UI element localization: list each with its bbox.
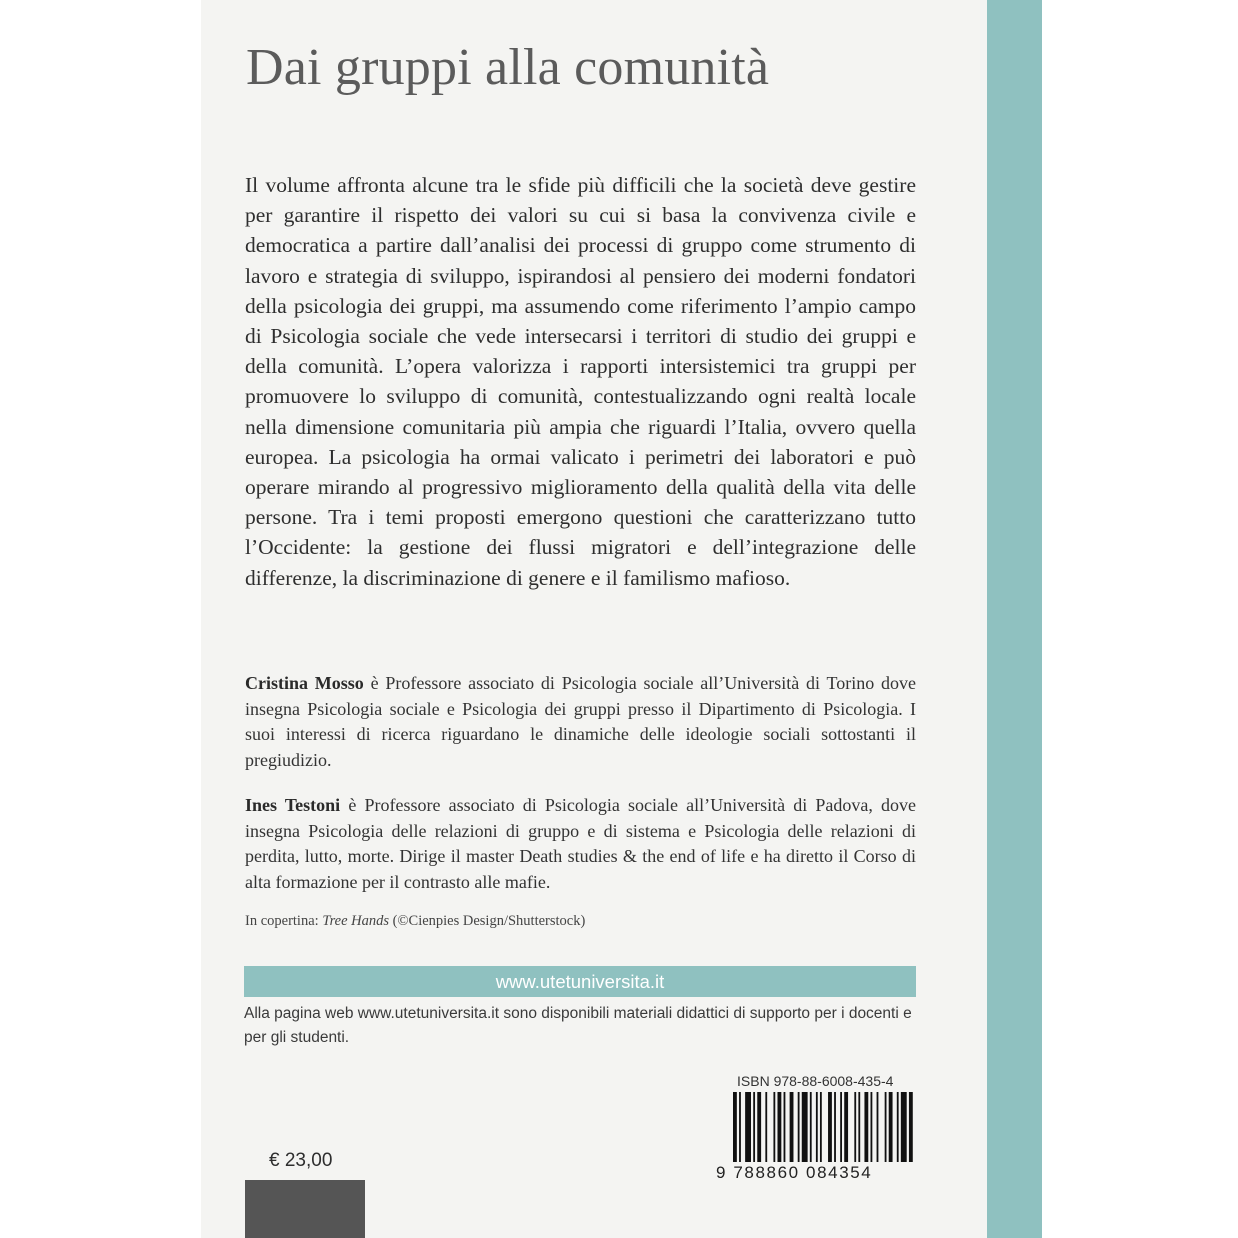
barcode-icon	[733, 1092, 915, 1162]
price-sticker-block	[245, 1180, 365, 1238]
website-banner[interactable]: www.utetuniversita.it	[244, 966, 916, 997]
book-description: Il volume affronta alcune tra le sfide più difficili che la società deve gestire per garantire il rispetto dei valori su cui si basa la convivenza civile e democratica a partire dall’analisi dei processi di gruppo come strumento di lavoro e strategia di sviluppo, ispirandosi al pensiero dei moderni fondatori della psicologia dei gruppi, ma assumendo come riferimento l’ampio campo di Psicologia sociale che vede intersecarsi i territori di studio dei gruppi e della comunità. L’opera valorizza i rapporti intersistemici tra gruppi per promuovere lo sviluppo di comunità, contestualizzando ogni realtà locale nella dimensione comunitaria più ampia che riguardi l’Italia, ovvero quella europea. La psicologia ha ormai valicato i perimetri dei laboratori e può operare mirando al progressivo miglioramento della qualità della vita delle persone. Tra i temi proposti emergono questioni che caratterizzano tutto l’Occidente: la gestione dei flussi migratori e dell’integrazione delle differenze, la discriminazione di genere e il familismo mafioso.	[245, 173, 916, 590]
credit-suffix: (©Cienpies Design/Shutterstock)	[389, 913, 586, 929]
credit-work-title: Tree Hands	[322, 913, 390, 929]
teal-edge-band	[987, 0, 1042, 1238]
author-bio-text: è Professore associato di Psicologia sociale all’Università di Torino dove insegna Psicologia sociale e Psicologia dei gruppi presso il Dipartimento di Psicologia. I suoi interessi di ricerca riguardano le dinamiche delle ideologie sociali sottostanti il pregiudizio.	[245, 673, 916, 771]
website-note: Alla pagina web www.utetuniversita.it sono disponibili materiali didattici di supporto per i docenti e per gli studenti.	[244, 1005, 912, 1046]
price-label: € 23,00	[269, 1150, 333, 1171]
author-name: Ines Testoni	[245, 795, 341, 815]
author-bio-testoni	[245, 793, 916, 896]
credit-prefix: In copertina:	[245, 913, 323, 929]
book-title: Dai gruppi alla comunità	[246, 39, 770, 96]
barcode-digits: 9 788860 084354	[716, 1163, 873, 1182]
author-bio-mosso	[245, 671, 916, 774]
author-name: Cristina Mosso	[245, 673, 364, 693]
cover-credit	[245, 913, 585, 930]
author-bio-text: è Professore associato di Psicologia sociale all’Università di Padova, dove insegna Psicologia delle relazioni di gruppo e di sistema e Psicologia delle relazioni di perdita, lutto, morte. Dirige il master Death studies & the end of life e ha diretto il Corso di alta formazione per il contrasto alle mafie.	[245, 795, 916, 893]
isbn-label: ISBN 978-88-6008-435-4	[737, 1073, 894, 1089]
